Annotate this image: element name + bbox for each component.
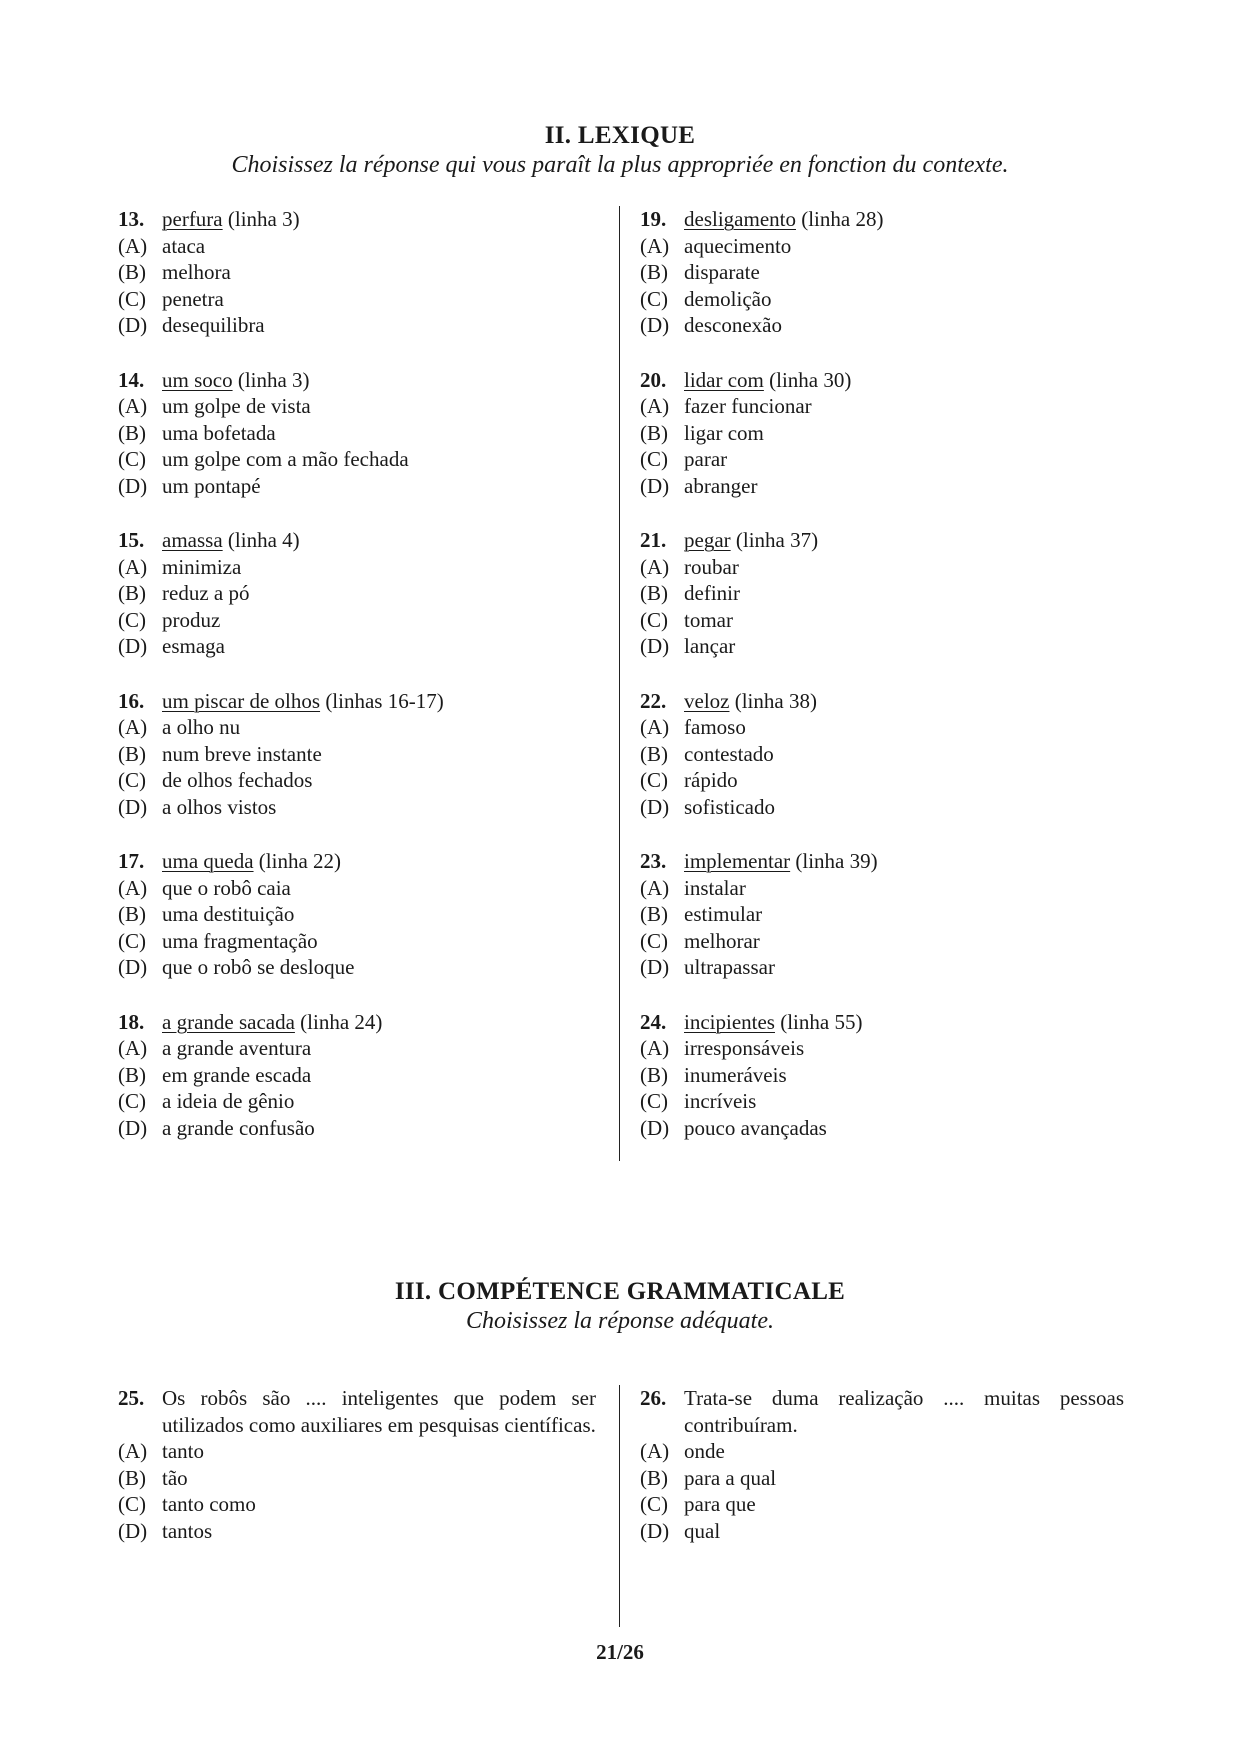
option-text: para que xyxy=(684,1492,756,1516)
line-reference: (linha 4) xyxy=(227,528,300,552)
option-text: a ideia de gênio xyxy=(162,1089,295,1113)
answer-option xyxy=(640,1491,1124,1518)
answer-option xyxy=(640,312,1120,339)
option-label: (B) xyxy=(640,741,668,766)
option-text: a olho nu xyxy=(162,715,241,739)
option-label: (B) xyxy=(640,581,668,605)
option-text: de olhos fechados xyxy=(162,768,313,792)
lexique-right-column xyxy=(640,206,1120,1169)
option-label: (B) xyxy=(118,741,146,766)
option-label: (C) xyxy=(118,1089,146,1113)
option-label: (A) xyxy=(640,875,670,900)
option-label: (B) xyxy=(640,1465,668,1490)
question-line xyxy=(640,527,1120,554)
option-label: (D) xyxy=(118,1115,148,1140)
question-24 xyxy=(640,1009,1120,1142)
underlined-term: desligamento xyxy=(684,207,796,231)
question-number: 21. xyxy=(640,528,667,552)
option-label: (C) xyxy=(640,768,668,792)
option-text: a olhos vistos xyxy=(162,794,277,819)
question-line xyxy=(118,1385,596,1438)
question-22 xyxy=(640,688,1120,821)
option-label: (D) xyxy=(640,1518,670,1543)
option-label: (C) xyxy=(640,1089,668,1113)
answer-option xyxy=(118,928,598,955)
option-text: penetra xyxy=(162,286,224,311)
question-number: 23. xyxy=(640,849,667,873)
option-label: (D) xyxy=(118,1518,148,1543)
option-text: produz xyxy=(162,607,221,632)
question-text xyxy=(684,848,878,875)
option-label: (D) xyxy=(640,794,670,819)
option-label: (C) xyxy=(640,286,668,311)
question-line xyxy=(118,688,598,715)
line-reference: (linha 37) xyxy=(735,528,819,552)
option-text: tomar xyxy=(684,607,733,632)
option-text: para a qual xyxy=(684,1465,777,1490)
option-text: instalar xyxy=(684,875,746,900)
answer-option xyxy=(118,607,598,634)
option-label: (C) xyxy=(118,607,146,632)
option-label: (C) xyxy=(640,447,668,471)
option-text: num breve instante xyxy=(162,741,322,766)
line-reference: (linhas 16-17) xyxy=(325,688,444,713)
option-text: fazer funcionar xyxy=(684,394,812,418)
option-label: (A) xyxy=(118,554,148,579)
question-text xyxy=(162,206,300,233)
option-label: (A) xyxy=(640,554,670,579)
option-text: estimular xyxy=(684,902,763,926)
line-reference: (linha 3) xyxy=(237,367,310,392)
option-text: ligar com xyxy=(684,420,764,445)
question-number: 15. xyxy=(118,528,145,552)
option-label: (C) xyxy=(640,607,668,632)
answer-option xyxy=(640,393,1120,420)
line-reference: (linha 24) xyxy=(300,1009,383,1034)
option-label: (A) xyxy=(118,875,148,900)
option-text: a grande aventura xyxy=(162,1036,312,1060)
answer-option xyxy=(118,767,598,794)
underlined-term: pegar xyxy=(684,528,731,552)
answer-option xyxy=(118,875,598,902)
option-label: (A) xyxy=(640,394,670,418)
question-line xyxy=(640,367,1120,394)
answer-option xyxy=(118,1115,598,1142)
grammar-right-column xyxy=(640,1385,1124,1572)
question-number: 25. xyxy=(118,1386,145,1410)
question-line xyxy=(640,1009,1120,1036)
option-text: melhora xyxy=(162,260,231,284)
answer-option xyxy=(118,714,598,741)
option-label: (D) xyxy=(118,634,148,658)
option-text: melhorar xyxy=(684,928,760,953)
option-label: (A) xyxy=(118,1439,148,1463)
option-label: (C) xyxy=(118,768,146,792)
answer-option xyxy=(118,1088,598,1115)
option-label: (B) xyxy=(640,260,668,284)
option-text: ataca xyxy=(162,233,206,258)
option-text: minimiza xyxy=(162,554,242,579)
option-text: que o robô se desloque xyxy=(162,955,355,979)
answer-option xyxy=(640,875,1120,902)
question-line xyxy=(118,1009,598,1036)
question-16 xyxy=(118,688,598,821)
underlined-term: a grande sacada xyxy=(162,1009,295,1034)
question-text xyxy=(162,688,444,715)
option-label: (A) xyxy=(118,1036,148,1060)
answer-option xyxy=(118,233,598,260)
option-text: roubar xyxy=(684,554,739,579)
section-3-title: III. COMPÉTENCE GRAMMATICALE xyxy=(394,1278,846,1305)
option-label: (B) xyxy=(118,1062,146,1087)
option-label: (D) xyxy=(640,1115,670,1140)
option-text: tão xyxy=(162,1465,188,1490)
answer-option xyxy=(640,420,1120,447)
option-label: (B) xyxy=(640,902,668,926)
question-stem: Os robôs são .... inteligentes que podem ser utilizados como auxiliares em pesquisas científicas. xyxy=(162,1386,596,1437)
answer-option xyxy=(640,794,1120,821)
question-15 xyxy=(118,527,598,660)
option-label: (A) xyxy=(640,715,670,739)
question-text xyxy=(684,1009,862,1036)
option-label: (B) xyxy=(118,260,146,284)
option-text: reduz a pó xyxy=(162,581,250,605)
option-label: (D) xyxy=(640,955,670,979)
option-text: disparate xyxy=(684,260,760,284)
question-text xyxy=(684,367,851,394)
question-21 xyxy=(640,527,1120,660)
question-text xyxy=(684,688,817,715)
question-line xyxy=(640,206,1120,233)
option-text: um pontapé xyxy=(162,473,261,498)
question-line xyxy=(118,367,598,394)
option-text: parar xyxy=(684,447,728,471)
option-label: (A) xyxy=(640,1036,670,1060)
column-divider-lexique xyxy=(619,206,620,1161)
line-reference: (linha 3) xyxy=(227,207,300,231)
underlined-term: amassa xyxy=(162,528,223,552)
answer-option xyxy=(640,928,1120,955)
option-label: (A) xyxy=(118,394,148,418)
option-text: qual xyxy=(684,1518,721,1543)
option-label: (B) xyxy=(640,420,668,445)
answer-option xyxy=(118,312,598,339)
column-divider-grammar xyxy=(619,1385,620,1627)
answer-option xyxy=(118,1062,598,1089)
line-reference: (linha 55) xyxy=(780,1009,863,1034)
question-number: 20. xyxy=(640,367,667,392)
option-label: (D) xyxy=(118,794,148,819)
option-text: aquecimento xyxy=(684,233,792,258)
question-25 xyxy=(118,1385,596,1544)
option-text: rápido xyxy=(684,768,738,792)
option-label: (D) xyxy=(118,473,148,498)
option-label: (B) xyxy=(118,581,146,605)
option-text: definir xyxy=(684,581,740,605)
answer-option xyxy=(118,954,598,981)
option-label: (B) xyxy=(118,1465,146,1490)
option-label: (D) xyxy=(640,313,670,337)
option-text: em grande escada xyxy=(162,1062,312,1087)
answer-option xyxy=(118,420,598,447)
option-text: desequilibra xyxy=(162,313,265,337)
answer-option xyxy=(118,901,598,928)
answer-option xyxy=(118,259,598,286)
answer-option xyxy=(640,767,1120,794)
answer-option xyxy=(118,473,598,500)
section-3-instruction: Choisissez la réponse adéquate. xyxy=(466,1308,774,1334)
option-label: (C) xyxy=(118,286,146,311)
section-3-header xyxy=(0,1278,1240,1335)
question-20 xyxy=(640,367,1120,500)
option-text: incríveis xyxy=(684,1089,757,1113)
question-18 xyxy=(118,1009,598,1142)
line-reference: (linha 28) xyxy=(801,207,884,231)
underlined-term: uma queda xyxy=(162,849,254,873)
option-text: demolição xyxy=(684,286,772,311)
option-label: (C) xyxy=(640,1492,668,1516)
question-number: 17. xyxy=(118,849,145,873)
question-14 xyxy=(118,367,598,500)
section-2-header xyxy=(0,122,1240,179)
answer-option xyxy=(118,633,598,660)
option-text: esmaga xyxy=(162,634,225,658)
answer-option xyxy=(118,446,598,473)
option-text: desconexão xyxy=(684,313,782,337)
question-19 xyxy=(640,206,1120,339)
answer-option xyxy=(118,393,598,420)
option-text: inumeráveis xyxy=(684,1062,787,1087)
question-text xyxy=(684,206,883,233)
option-text: tanto como xyxy=(162,1492,256,1516)
option-text: pouco avançadas xyxy=(684,1115,827,1140)
question-number: 13. xyxy=(118,207,145,231)
question-text xyxy=(162,527,300,554)
answer-option xyxy=(118,1491,596,1518)
answer-option xyxy=(640,954,1120,981)
underlined-term: um piscar de olhos xyxy=(162,688,321,713)
underlined-term: lidar com xyxy=(684,367,764,392)
question-17 xyxy=(118,848,598,981)
option-text: lançar xyxy=(684,634,736,658)
line-reference: (linha 30) xyxy=(769,367,852,392)
answer-option xyxy=(640,554,1120,581)
answer-option xyxy=(640,1438,1124,1465)
answer-option xyxy=(640,901,1120,928)
answer-option xyxy=(640,580,1120,607)
answer-option xyxy=(118,1465,596,1492)
option-label: (A) xyxy=(640,233,670,258)
question-number: 16. xyxy=(118,688,145,713)
option-text: a grande confusão xyxy=(162,1115,315,1140)
underlined-term: veloz xyxy=(684,688,730,713)
question-text xyxy=(162,367,310,394)
line-reference: (linha 22) xyxy=(258,849,342,873)
question-number: 26. xyxy=(640,1386,667,1410)
question-line xyxy=(640,1385,1124,1438)
answer-option xyxy=(118,1035,598,1062)
answer-option xyxy=(640,1465,1124,1492)
section-2-title: II. LEXIQUE xyxy=(544,122,696,149)
answer-option xyxy=(640,259,1120,286)
lexique-left-column xyxy=(118,206,598,1169)
question-line xyxy=(118,527,598,554)
question-number: 18. xyxy=(118,1009,145,1034)
question-26 xyxy=(640,1385,1124,1544)
option-text: irresponsáveis xyxy=(684,1036,805,1060)
option-text: uma fragmentação xyxy=(162,928,318,953)
answer-option xyxy=(640,741,1120,768)
underlined-term: perfura xyxy=(162,207,223,231)
answer-option xyxy=(640,633,1120,660)
question-line xyxy=(118,206,598,233)
page-number: 21/26 xyxy=(596,1640,644,1664)
option-label: (D) xyxy=(118,313,148,337)
option-text: onde xyxy=(684,1439,725,1463)
option-text: sofisticado xyxy=(684,794,775,819)
option-label: (D) xyxy=(118,955,148,979)
answer-option xyxy=(640,446,1120,473)
answer-option xyxy=(640,1518,1124,1545)
option-label: (A) xyxy=(640,1439,670,1463)
option-text: uma destituição xyxy=(162,902,295,926)
option-text: tanto xyxy=(162,1439,204,1463)
option-text: famoso xyxy=(684,715,746,739)
option-label: (B) xyxy=(640,1062,668,1087)
question-stem: Trata-se duma realização .... muitas pessoas contribuíram. xyxy=(684,1386,1124,1437)
option-text: abranger xyxy=(684,473,758,498)
underlined-term: incipientes xyxy=(684,1009,775,1034)
option-label: (B) xyxy=(118,902,146,926)
answer-option xyxy=(118,1438,596,1465)
grammar-left-column xyxy=(118,1385,596,1572)
answer-option xyxy=(640,1035,1120,1062)
question-text xyxy=(684,527,818,554)
option-text: um golpe com a mão fechada xyxy=(162,447,409,471)
answer-option xyxy=(640,286,1120,313)
option-label: (C) xyxy=(118,447,146,471)
question-23 xyxy=(640,848,1120,981)
option-text: ultrapassar xyxy=(684,955,775,979)
answer-option xyxy=(118,580,598,607)
section-2-instruction: Choisissez la réponse qui vous paraît la plus appropriée en fonction du contexte. xyxy=(231,152,1009,178)
option-text: que o robô caia xyxy=(162,875,291,900)
option-label: (C) xyxy=(118,928,146,953)
question-number: 14. xyxy=(118,367,145,392)
answer-option xyxy=(640,1062,1120,1089)
option-label: (D) xyxy=(640,473,670,498)
question-line xyxy=(640,848,1120,875)
option-text: um golpe de vista xyxy=(162,394,311,418)
option-label: (C) xyxy=(118,1492,146,1516)
option-label: (A) xyxy=(118,715,148,739)
question-text xyxy=(162,848,341,875)
answer-option xyxy=(640,1115,1120,1142)
underlined-term: um soco xyxy=(162,367,233,392)
answer-option xyxy=(640,607,1120,634)
answer-option xyxy=(640,233,1120,260)
underlined-term: implementar xyxy=(684,849,791,873)
option-text: contestado xyxy=(684,741,774,766)
question-number: 22. xyxy=(640,688,667,713)
question-number: 24. xyxy=(640,1009,667,1034)
line-reference: (linha 38) xyxy=(734,688,817,713)
option-label: (D) xyxy=(640,634,670,658)
answer-option xyxy=(118,1518,596,1545)
option-text: uma bofetada xyxy=(162,420,276,445)
option-text: tantos xyxy=(162,1518,213,1543)
answer-option xyxy=(640,1088,1120,1115)
answer-option xyxy=(118,741,598,768)
question-line xyxy=(118,848,598,875)
option-label: (B) xyxy=(118,420,146,445)
question-text xyxy=(162,1009,382,1036)
option-label: (A) xyxy=(118,233,148,258)
option-label: (C) xyxy=(640,928,668,953)
question-13 xyxy=(118,206,598,339)
question-line xyxy=(640,688,1120,715)
answer-option xyxy=(118,794,598,821)
question-number: 19. xyxy=(640,207,667,231)
answer-option xyxy=(118,554,598,581)
line-reference: (linha 39) xyxy=(795,849,878,873)
answer-option xyxy=(118,286,598,313)
answer-option xyxy=(640,714,1120,741)
answer-option xyxy=(640,473,1120,500)
